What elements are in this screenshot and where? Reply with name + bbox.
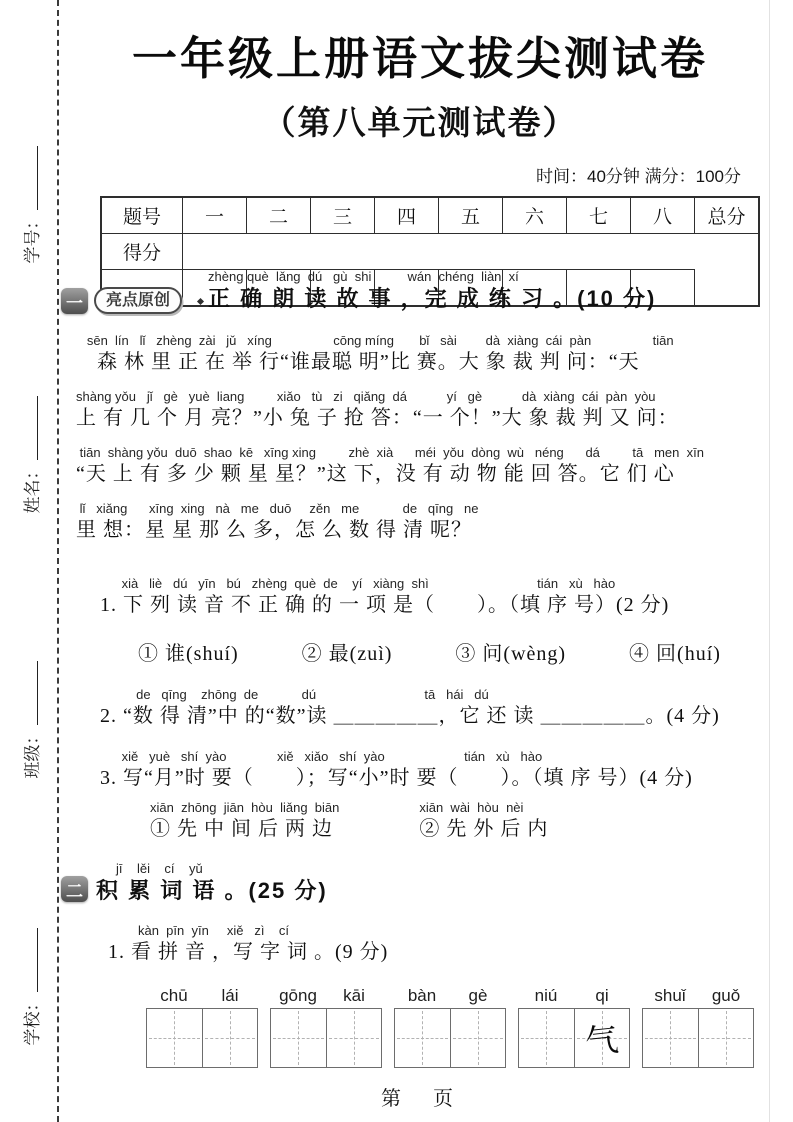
page-edge-line xyxy=(769,0,770,1122)
story-line-pinyin: shàng yǒu jǐ gè yuè liang xiǎo tù zi qiǎng dá yí gè dà xiàng cái pàn yòu xyxy=(76,389,656,404)
writing-grid-group xyxy=(518,986,630,1068)
grid-pinyin: gōng xyxy=(279,986,317,1005)
grid-pinyin: qi xyxy=(595,986,609,1005)
grid-pinyin-labels xyxy=(270,986,382,1006)
fill-in-line[interactable] xyxy=(22,397,38,461)
section2-header xyxy=(96,860,328,905)
writing-grid-box xyxy=(146,1008,258,1068)
score-table-header-cell: 总分 xyxy=(695,197,760,234)
score-table-score-row xyxy=(101,234,759,270)
score-table-header-cell: 三 xyxy=(311,197,375,234)
story-line xyxy=(76,444,776,487)
margin-label: 班级： xyxy=(22,727,42,779)
option-text: ② 先 外 后 内 xyxy=(419,818,549,840)
margin-field-school xyxy=(18,912,42,1062)
section1-header-text: 正 确 朗 读 故 事 ，完 成 练 习 。(10 分) xyxy=(208,286,657,311)
section1-header-pinyin: zhèng què lǎng dú gù shi wán chéng liàn xí xyxy=(208,269,519,284)
question-1-text: 1. 下 列 读 音 不 正 确 的 一 项 是（ ）。（填 序 号）(2 分) xyxy=(100,594,670,616)
question-3 xyxy=(100,748,693,791)
seal-dashed-line xyxy=(57,0,59,1122)
margin-field-name xyxy=(18,380,42,530)
writing-cell[interactable] xyxy=(450,1009,506,1067)
grid-pinyin: chū xyxy=(160,986,188,1005)
grid-pinyin-labels xyxy=(642,986,754,1006)
score-table-header-cell: 二 xyxy=(247,197,311,234)
score-table-header-cell: 八 xyxy=(631,197,695,234)
section1-number-badge: 一 xyxy=(61,288,88,314)
score-table-header-cell: 七 xyxy=(567,197,631,234)
story-line-text: 森 林 里 正 在 举 行“谁最聪 明”比 赛。大 象 裁 判 问：“天 xyxy=(76,351,640,373)
margin-field-student-id xyxy=(18,130,42,280)
fill-in-line[interactable] xyxy=(22,147,38,211)
section2-header-pinyin: jī lěi cí yǔ xyxy=(116,861,203,876)
margin-label: 姓名： xyxy=(22,462,42,514)
writing-grid-group xyxy=(642,986,754,1068)
story-line-text: “天 上 有 多 少 颗 星 星？”这 下，没 有 动 物 能 回 答。它 们 心 xyxy=(76,463,675,485)
story-line-pinyin: sēn lín lǐ zhèng zài jǔ xíng cōng míng bǐ sài dà xiàng cái pàn tiān xyxy=(76,333,674,348)
writing-grid-box xyxy=(642,1008,754,1068)
writing-cell[interactable] xyxy=(574,1009,630,1067)
option-pinyin: xiān wài hòu nèi xyxy=(419,800,524,815)
writing-grid-group xyxy=(394,986,506,1068)
grid-pinyin: niú xyxy=(534,986,558,1005)
question-1-options xyxy=(138,641,721,667)
writing-cell[interactable] xyxy=(271,1009,326,1067)
option-text: ① 先 中 间 后 两 边 xyxy=(150,818,333,840)
option-pinyin: xiān zhōng jiān hòu liǎng biān xyxy=(150,800,340,815)
grid-pinyin-labels xyxy=(146,986,258,1006)
writing-cell[interactable] xyxy=(326,1009,382,1067)
writing-grid-box xyxy=(394,1008,506,1068)
fill-in-line[interactable] xyxy=(22,929,38,993)
question-2-pinyin: de qīng zhōng de dú tā hái dú xyxy=(100,687,489,702)
grid-pinyin-labels xyxy=(394,986,506,1006)
writing-grid-box xyxy=(518,1008,630,1068)
score-table-header-cell: 五 xyxy=(439,197,503,234)
writing-cell[interactable] xyxy=(698,1009,754,1067)
margin-label: 学号： xyxy=(22,212,42,264)
grid-pinyin: gè xyxy=(468,986,488,1005)
paper-subtitle: （第八单元测试卷） xyxy=(262,104,578,141)
writing-cell[interactable] xyxy=(395,1009,450,1067)
story-line xyxy=(76,500,776,543)
section2-number-badge: 二 xyxy=(61,876,88,902)
grid-pinyin: kāi xyxy=(343,986,365,1005)
story-line-pinyin: tiān shàng yǒu duō shao kē xīng xing zhè xià méi yǒu dòng wù néng dá tā men xīn xyxy=(76,445,704,460)
paper-title: 一年级上册语文拔尖测试卷 xyxy=(131,33,708,84)
score-table-header-cell: 题号 xyxy=(101,197,183,234)
question-3-options xyxy=(150,799,548,842)
grid-pinyin: lái xyxy=(221,986,239,1005)
story-passage xyxy=(76,332,776,556)
story-line xyxy=(76,332,776,375)
page-footer: 第 页 xyxy=(381,1088,459,1110)
story-line-text: 上 有 几 个 月 亮？”小 兔 子 抢 答：“一 个！”大 象 裁 判 又 问： xyxy=(76,407,679,429)
score-table-header-cell: 六 xyxy=(503,197,567,234)
question-3-option xyxy=(150,799,339,842)
question-1 xyxy=(100,575,669,618)
story-line-pinyin: lǐ xiǎng xīng xing nà me duō zěn me de qīng ne xyxy=(76,501,479,516)
grid-pinyin: bàn xyxy=(407,986,437,1005)
question-3-text: 3. 写“月”时 要（ ）；写“小”时 要（ ）。（填 序 号）(4 分) xyxy=(100,767,693,789)
score-table-header-cell: 四 xyxy=(375,197,439,234)
writing-cell[interactable] xyxy=(202,1009,258,1067)
original-highlight-tag: 亮点原创 xyxy=(94,287,182,314)
score-table-header-cell: 一 xyxy=(183,197,247,234)
question-1-pinyin: xià liè dú yīn bú zhèng què de yí xiàng shì tián xù hào xyxy=(100,576,616,591)
margin-field-class xyxy=(18,645,42,795)
question-3-option xyxy=(419,799,548,842)
grid-pinyin: guǒ xyxy=(711,986,741,1005)
writing-cell[interactable] xyxy=(519,1009,574,1067)
question-2 xyxy=(100,686,720,729)
section2-question-1 xyxy=(108,922,388,965)
writing-cell[interactable] xyxy=(147,1009,202,1067)
section2-question-1-text: 1. 看 拼 音 ，写 字 词 。(9 分) xyxy=(108,941,389,963)
writing-cell[interactable] xyxy=(643,1009,698,1067)
writing-grid-group xyxy=(146,986,258,1068)
story-line xyxy=(76,388,776,431)
writing-grid-box xyxy=(270,1008,382,1068)
margin-label: 学校： xyxy=(22,994,42,1046)
fill-in-line[interactable] xyxy=(22,662,38,726)
score-row-label: 得分 xyxy=(101,234,183,270)
time-score-info: 时间：40分钟 满分：100分 xyxy=(536,167,741,186)
grid-pinyin-labels xyxy=(518,986,630,1006)
writing-grid-group xyxy=(270,986,382,1068)
section1-header xyxy=(208,268,656,313)
question-1-options-text: ① 谁(shuí) ② 最(zuì) ③ 问(wèng) ④ 回(huí) xyxy=(138,643,721,665)
section2-question-1-pinyin: kàn pīn yīn xiě zì cí xyxy=(138,923,290,938)
section2-header-text: 积 累 词 语 。(25 分) xyxy=(96,878,328,903)
question-3-pinyin: xiě yuè shí yào xiě xiǎo shí yào tián xù hào xyxy=(100,749,543,764)
question-2-text: 2. “数 得 清”中 的“数”读 ＿＿＿＿＿，它 还 读 ＿＿＿＿＿。(4 分) xyxy=(100,705,720,727)
handwritten-answer: 气 xyxy=(583,1018,621,1062)
writing-grid-row xyxy=(146,986,754,1068)
score-table-header-row xyxy=(101,197,759,234)
grid-pinyin: shuǐ xyxy=(654,986,686,1005)
story-line-text: 里 想：星 星 那 么 多，怎 么 数 得 清 呢？ xyxy=(76,519,472,541)
